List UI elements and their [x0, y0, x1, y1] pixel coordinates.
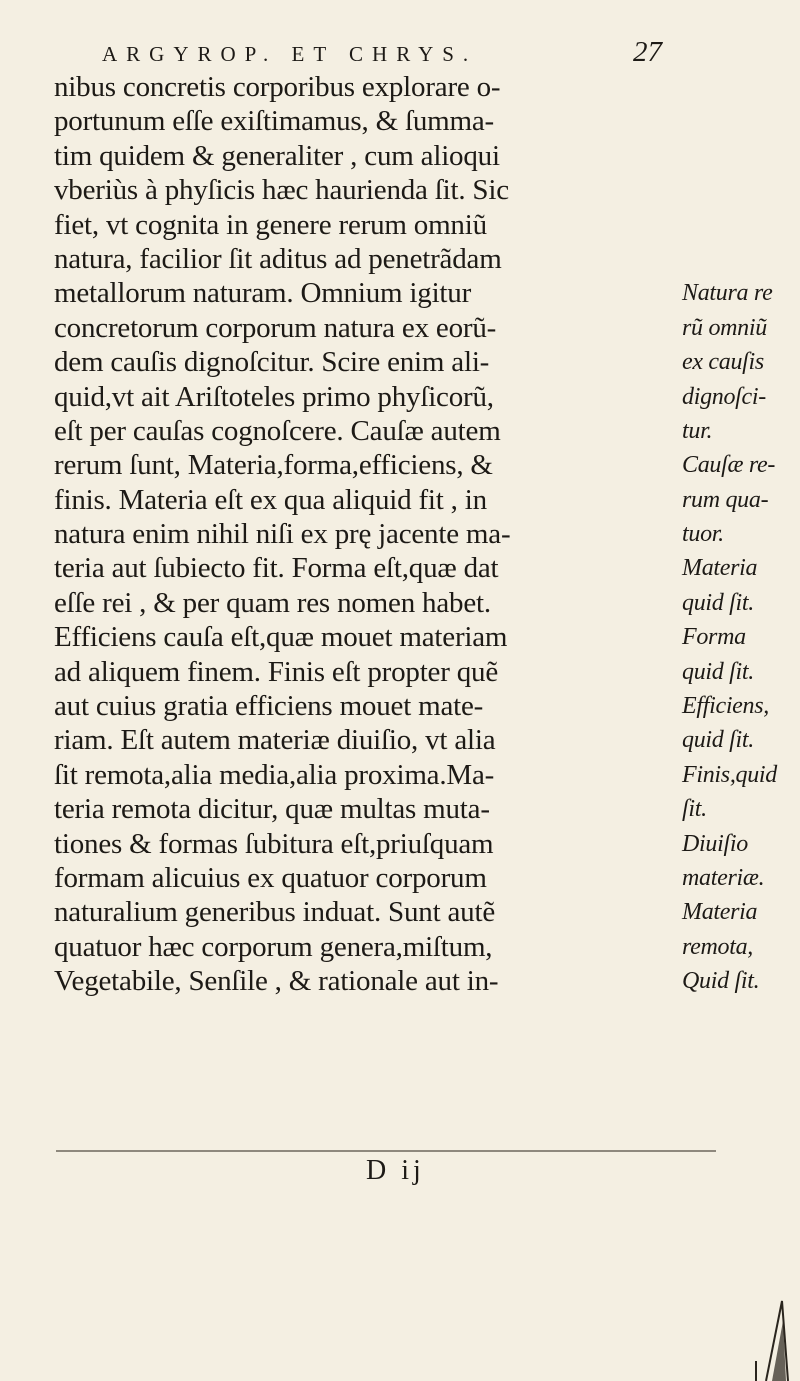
text-line: vberiùs à phyſicis hæc haurienda ſit. Sic	[54, 174, 509, 207]
text-line: fiet, vt cognita in genere rerum omniũ	[54, 208, 487, 241]
margin-note: Diuiſio	[682, 830, 748, 857]
text-line: Vegetabile, Senſile , & rationale aut in-	[54, 965, 499, 998]
margin-note: Natura re	[682, 280, 773, 307]
text-line: quatuor hæc corporum genera,miſtum,	[54, 930, 493, 963]
text-line: naturalium generibus induat. Sunt autẽ	[54, 896, 495, 929]
text-line: portunum eſſe exiſtimamus, & ſumma-	[54, 105, 495, 138]
margin-note: Materia	[682, 899, 758, 926]
text-line: teria remota dicitur, quæ multas muta-	[54, 793, 490, 826]
margin-note: ex cauſis	[682, 349, 764, 376]
text-line: formam alicuius ex quatuor corporum	[54, 861, 487, 894]
running-title: ARGYROP. ET CHRYS.	[102, 42, 478, 66]
text-line: tim quidem & generaliter , cum alioqui	[54, 139, 500, 172]
margin-note: remota,	[682, 933, 754, 960]
margin-note: Forma	[682, 624, 746, 651]
margin-note: quid ſit.	[682, 658, 754, 685]
text-line: natura enim nihil niſi ex prę jacente ma-	[54, 518, 511, 551]
margin-note: Cauſæ re-	[682, 452, 776, 479]
margin-note: Quid ſit.	[682, 968, 760, 995]
text-line: Efficiens cauſa eſt,quæ mouet materiam	[54, 621, 508, 654]
margin-note	[682, 139, 800, 173]
margin-note: rũ omniũ	[682, 314, 767, 341]
margin-note	[682, 104, 800, 138]
text-line: teria aut ſubiecto fit. Forma eſt,quæ dat	[54, 552, 499, 585]
text-line: finis. Materia eſt ex qua aliquid fit , in	[54, 483, 487, 516]
margin-note	[682, 70, 800, 104]
text-line: nibus concretis corporibus explorare o-	[54, 71, 501, 103]
text-line: eſſe rei , & per quam res nomen habet.	[54, 586, 491, 619]
margin-note: ſit.	[682, 796, 707, 823]
margin-note: rum qua-	[682, 486, 769, 513]
margin-note: tur.	[682, 417, 713, 444]
text-line: ſit remota,alia media,alia proxima.Ma-	[54, 758, 495, 791]
margin-note: tuor.	[682, 521, 724, 548]
margin-note	[682, 173, 800, 207]
bottom-rule	[56, 1150, 716, 1152]
text-line: riam. Eſt autem materiæ diuiſio, vt alia	[54, 724, 496, 757]
margin-note: Materia	[682, 555, 758, 582]
margin-note	[682, 208, 800, 242]
margin-note: quid ſit.	[682, 589, 754, 616]
signature-mark: D ij	[366, 1155, 425, 1186]
text-line: dem cauſis dignoſcitur. Scire enim ali-	[54, 346, 490, 379]
text-line: rerum ſunt, Materia,forma,efficiens, &	[54, 449, 493, 482]
margin-note: quid ſit.	[682, 727, 754, 754]
text-line: tiones & formas ſubitura eſt,priuſquam	[54, 827, 494, 860]
main-text-block	[54, 70, 694, 999]
margin-note: dignoſci-	[682, 383, 766, 410]
text-line: quid,vt ait Ariſtoteles primo phyſicorũ,	[54, 380, 494, 413]
text-line: ad aliquem finem. Finis eſt propter quẽ	[54, 655, 499, 688]
margin-note: materiæ.	[682, 864, 765, 891]
page-corner-mark	[752, 1281, 792, 1381]
text-line: metallorum naturam. Omnium igitur	[54, 277, 472, 310]
margin-note: Finis,quid	[682, 761, 778, 788]
text-line: eſt per cauſas cognoſcere. Cauſæ autem	[54, 414, 501, 447]
margin-note	[682, 242, 800, 276]
page-number: 27	[633, 36, 662, 68]
text-line: concretorum corporum natura ex eorũ-	[54, 311, 497, 344]
marginal-notes	[682, 70, 800, 999]
text-line: aut cuius gratia efficiens mouet mate-	[54, 690, 484, 723]
text-line: natura, facilior ſit aditus ad penetrãdam	[54, 242, 502, 275]
margin-note: Efficiens,	[682, 693, 769, 720]
